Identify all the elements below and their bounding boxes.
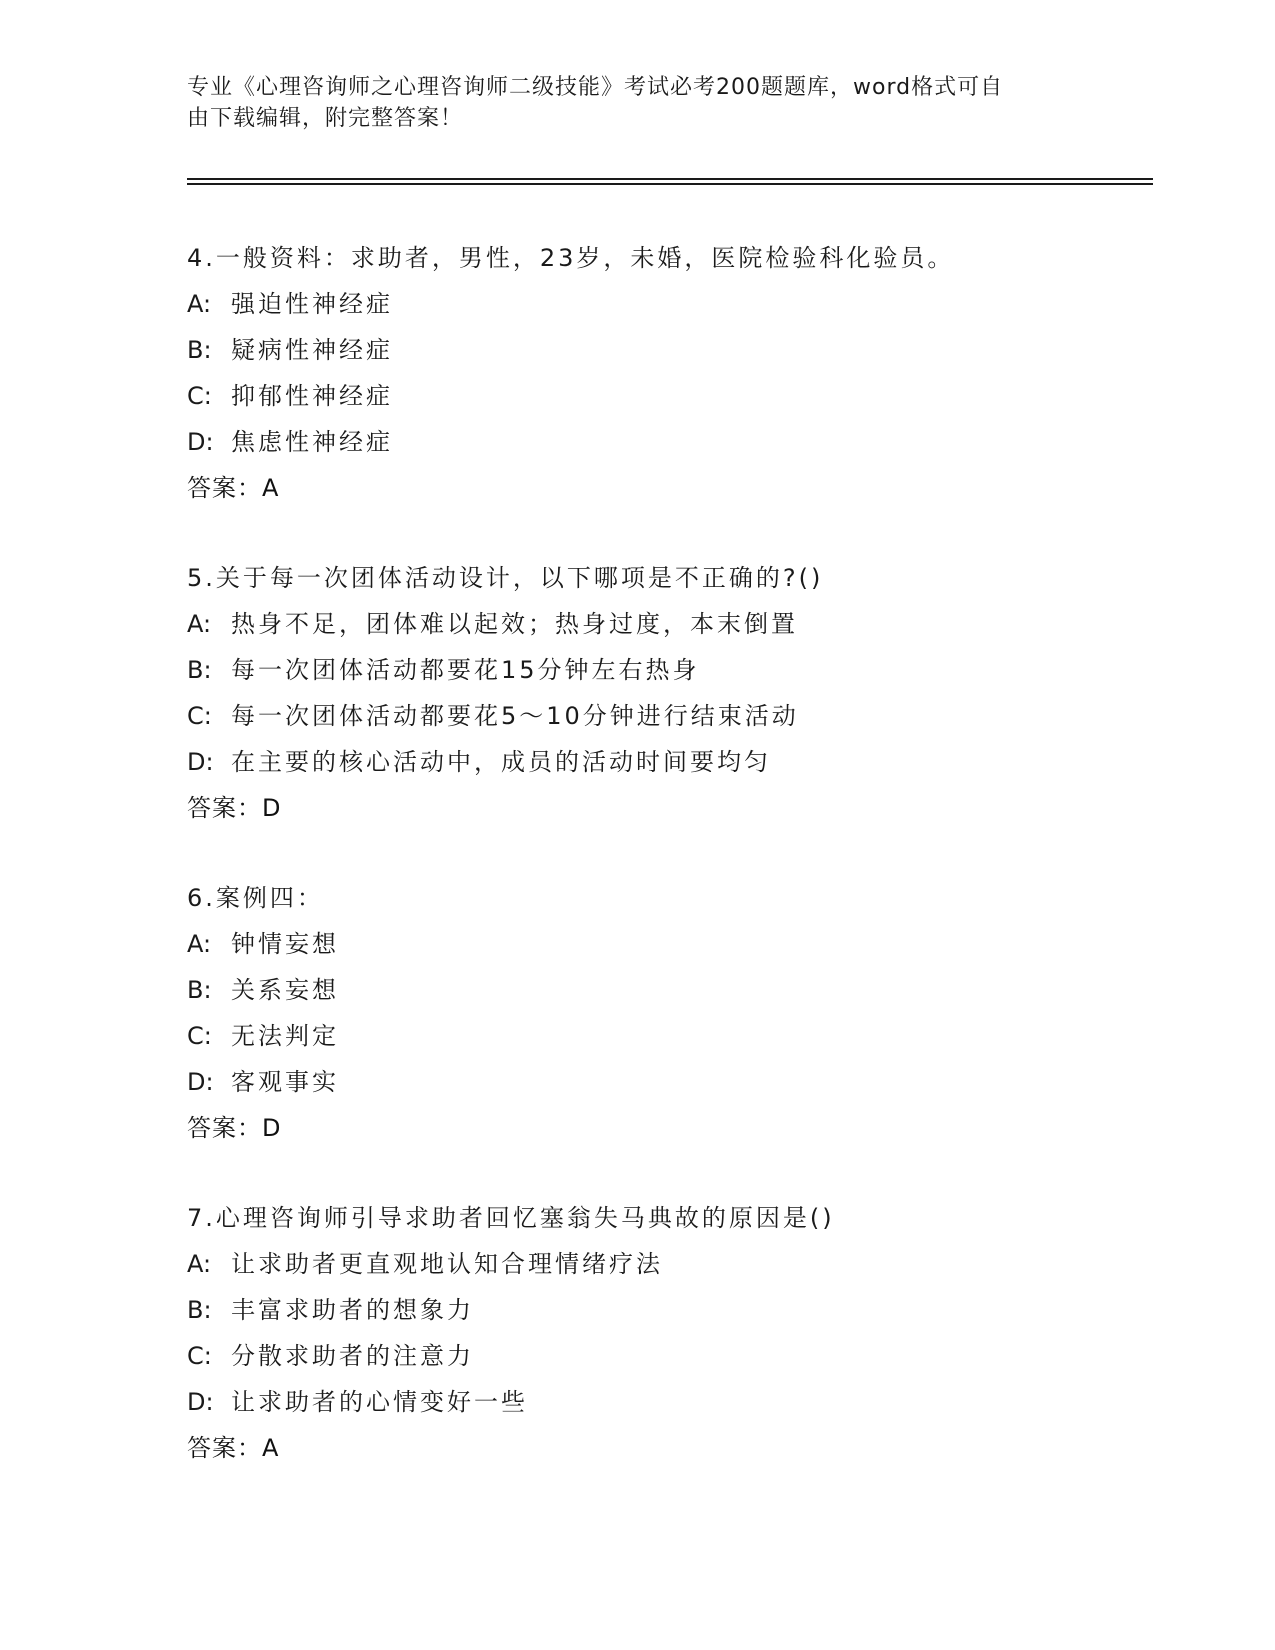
option-text: 强迫性神经症: [231, 290, 393, 318]
option-key: C:: [187, 1342, 212, 1370]
option-d: [187, 1059, 1147, 1105]
option-text: 分散求助者的注意力: [231, 1342, 474, 1370]
document-header: [187, 72, 1067, 134]
option-text: 热身不足，团体难以起效；热身过度，本末倒置: [231, 610, 798, 638]
option-text: 客观事实: [231, 1068, 339, 1096]
question-stem: 7.心理咨询师引导求助者回忆塞翁失马典故的原因是(): [187, 1204, 835, 1232]
option-key: A:: [187, 930, 212, 958]
option-text: 无法判定: [231, 1022, 339, 1050]
header-divider-top: [187, 178, 1153, 180]
option-text: 钟情妄想: [231, 930, 339, 958]
question-stem: 5.关于每一次团体活动设计，以下哪项是不正确的?(): [187, 564, 824, 592]
question-stem: 6.案例四：: [187, 884, 324, 912]
header-line-2: 由下载编辑，附完整答案！: [187, 106, 464, 131]
answer-line: 答案：A: [187, 474, 280, 502]
option-text: 疑病性神经症: [231, 336, 393, 364]
question-6: [187, 875, 1147, 1151]
option-b: [187, 327, 1147, 373]
option-a: [187, 281, 1147, 327]
answer-line: 答案：D: [187, 1114, 282, 1142]
option-a: [187, 601, 1147, 647]
option-key: D:: [187, 748, 214, 776]
option-key: D:: [187, 1068, 214, 1096]
option-text: 丰富求助者的想象力: [231, 1296, 474, 1324]
option-a: [187, 921, 1147, 967]
answer-line: 答案：A: [187, 1434, 280, 1462]
option-key: B:: [187, 1296, 212, 1324]
answer-line: 答案：D: [187, 794, 282, 822]
option-key: D:: [187, 428, 214, 456]
option-b: [187, 647, 1147, 693]
option-text: 在主要的核心活动中，成员的活动时间要均匀: [231, 748, 771, 776]
option-text: 每一次团体活动都要花15分钟左右热身: [231, 656, 700, 684]
option-key: D:: [187, 1388, 214, 1416]
option-text: 让求助者更直观地认知合理情绪疗法: [231, 1250, 663, 1278]
question-5: [187, 555, 1147, 831]
option-d: [187, 739, 1147, 785]
option-c: [187, 373, 1147, 419]
option-text: 抑郁性神经症: [231, 382, 393, 410]
option-key: C:: [187, 1022, 212, 1050]
option-text: 焦虑性神经症: [231, 428, 393, 456]
option-b: [187, 967, 1147, 1013]
option-c: [187, 693, 1147, 739]
question-4: [187, 235, 1147, 511]
option-c: [187, 1333, 1147, 1379]
option-key: B:: [187, 336, 212, 364]
question-7: [187, 1195, 1147, 1471]
option-key: A:: [187, 1250, 212, 1278]
option-key: A:: [187, 290, 212, 318]
header-divider-bottom: [187, 183, 1153, 185]
option-d: [187, 1379, 1147, 1425]
option-key: B:: [187, 656, 212, 684]
option-a: [187, 1241, 1147, 1287]
option-key: C:: [187, 382, 212, 410]
option-text: 每一次团体活动都要花5～10分钟进行结束活动: [231, 702, 799, 730]
option-key: C:: [187, 702, 212, 730]
option-key: A:: [187, 610, 212, 638]
option-c: [187, 1013, 1147, 1059]
option-text: 关系妄想: [231, 976, 339, 1004]
question-stem: 4.一般资料：求助者，男性，23岁，未婚，医院检验科化验员。: [187, 244, 955, 272]
option-text: 让求助者的心情变好一些: [231, 1388, 528, 1416]
option-b: [187, 1287, 1147, 1333]
option-d: [187, 419, 1147, 465]
option-key: B:: [187, 976, 212, 1004]
header-line-1: 专业《心理咨询师之心理咨询师二级技能》考试必考200题题库，word格式可自: [187, 75, 1004, 100]
